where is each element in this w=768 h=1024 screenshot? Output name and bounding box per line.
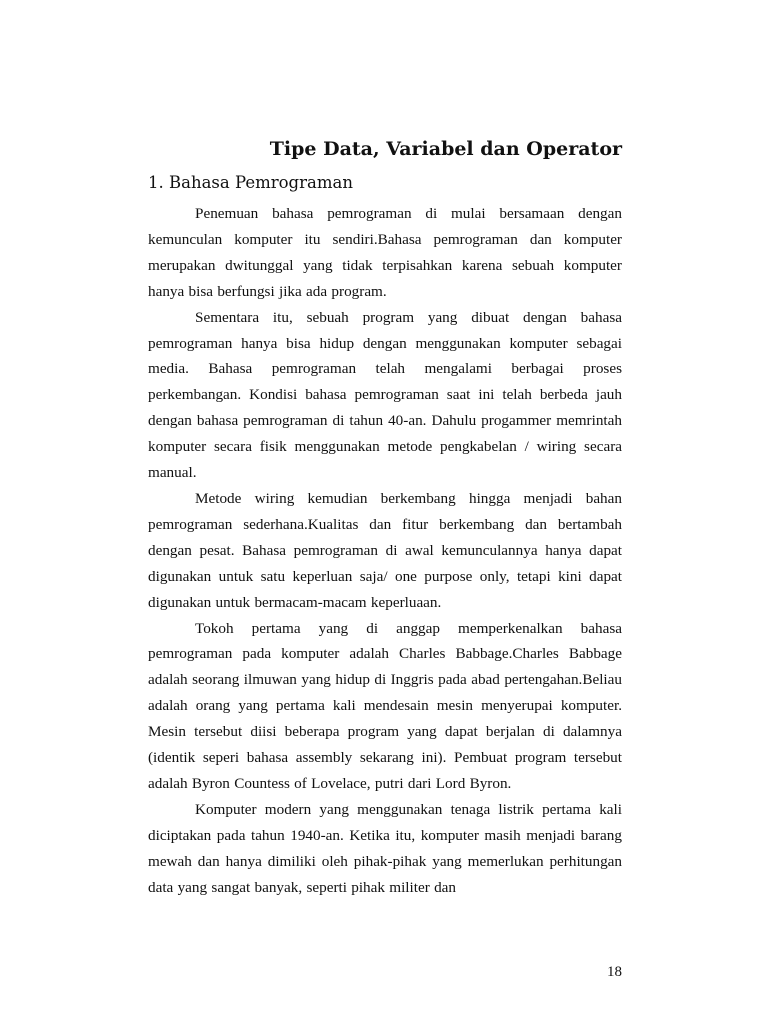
chapter-title: Tipe Data, Variabel dan Operator	[269, 138, 622, 160]
page-number: 18	[607, 964, 622, 980]
section-heading: 1. Bahasa Pemrograman	[148, 173, 353, 192]
paragraph: Tokoh pertama yang di anggap memperkenalkan bahasa pemrograman pada komputer adalah Charles Babbage.Charles Babbage adalah seorang ilmuwan yang hidup di Inggris pada abad pertengahan.Beliau adalah orang yang pertama kali mendesain mesin menyerupai komputer. Mesin tersebut diisi beberapa program yang dapat berjalan di dalamnya (identik seperi bahasa assembly sekarang ini). Pembuat program tersebut adalah Byron Countess of Lovelace, putri dari Lord Byron.	[148, 619, 622, 792]
body-text	[148, 201, 622, 900]
paragraph: Penemuan bahasa pemrograman di mulai bersamaan dengan kemunculan komputer itu sendiri.Bahasa pemrograman dan komputer merupakan dwitunggal yang tidak terpisahkan karena sebuah komputer hanya bisa berfungsi jika ada program.	[148, 205, 622, 300]
paragraph: Sementara itu, sebuah program yang dibuat dengan bahasa pemrograman hanya bisa hidup dengan menggunakan komputer sebagai media. Bahasa pemrograman telah mengalami berbagai proses perkembangan. Kondisi bahasa pemrograman saat ini telah berbeda jauh dengan bahasa pemrograman di tahun 40-an. Dahulu progammer memrintah komputer secara fisik menggunakan metode pengkabelan / wiring secara manual.	[148, 308, 622, 482]
paragraph: Metode wiring kemudian berkembang hingga menjadi bahan pemrograman sederhana.Kualitas dan fitur berkembang dan bertambah dengan pesat. Bahasa pemrograman di awal kemunculannya hanya dapat digunakan untuk satu keperluan saja/ one purpose only, tetapi kini dapat digunakan untuk bermacam-macam keperluaan.	[148, 489, 622, 611]
paragraph: Komputer modern yang menggunakan tenaga listrik pertama kali diciptakan pada tahun 1940-an. Ketika itu, komputer masih menjadi barang mewah dan hanya dimiliki oleh pihak-pihak yang memerlukan perhitungan data yang sangat banyak, seperti pihak militer dan	[148, 800, 622, 896]
